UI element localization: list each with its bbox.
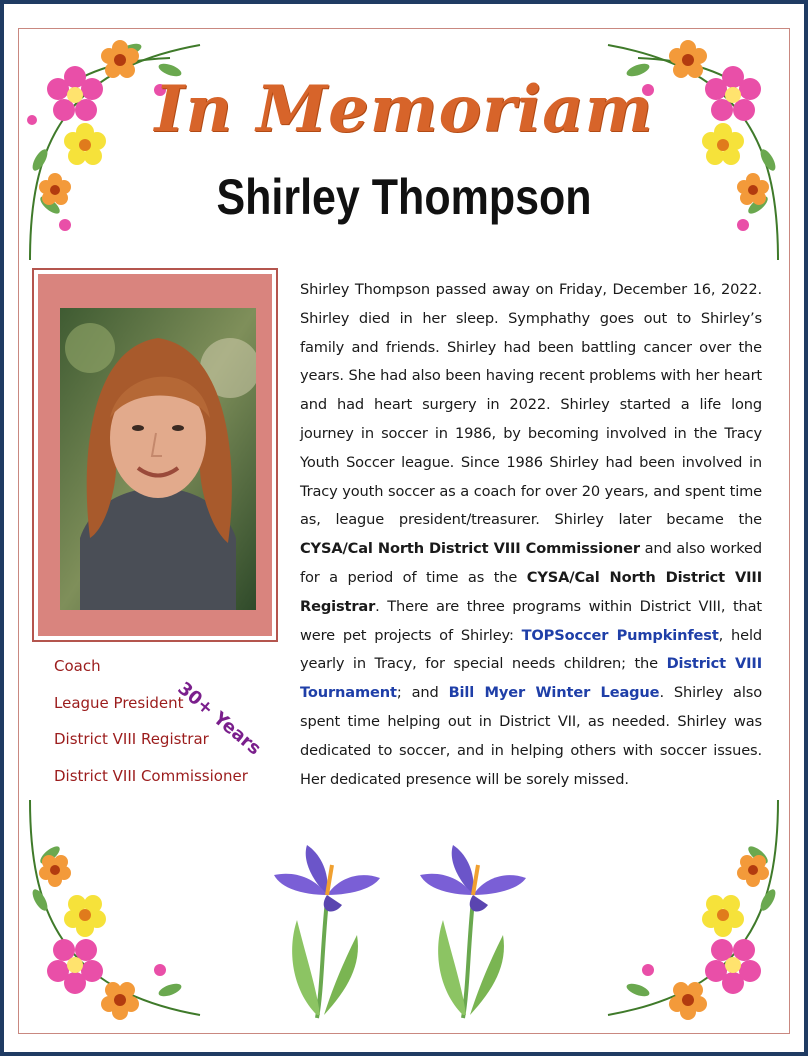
program-name: Bill Myer Winter League [448,684,660,702]
role-item: League President [54,693,184,712]
years-badge: 30+ Years [173,678,265,760]
flower-corner-icon [20,30,210,270]
photo-mat [38,274,272,636]
role-item: District VIII Registrar [54,730,209,748]
bio-text: , held yearly in Tracy, for special needs children; the [300,626,762,673]
bio-text: . Shirley also spent time helping out in District VII, as needed. Shirley was dedicated to soccer, and in helping others with soccer issues. Her dedicated presence will be sorely missed. [300,684,762,788]
bio-text: ; and [396,684,449,702]
flower-corner-icon [20,790,210,1030]
biography-text [300,276,762,794]
bio-bold: CYSA/Cal North District VIII Commissioner [300,540,640,558]
photo-frame [32,268,278,642]
bio-text: . There are three programs within District VIII, that were pet projects of Shirley: [300,597,762,644]
flower-corner-icon [598,30,788,270]
role-item: District VIII Commissioner [54,766,248,785]
program-name: TOPSoccer Pumpkinfest [521,626,719,644]
person-name: Shirley Thompson [216,169,592,225]
bio-text: and also worked for a period of time as the [300,540,762,586]
bio-text: Shirley Thompson passed away on Friday, December 16, 2022. Shirley died in her sleep. Symphathy goes out to Shirley’s family and friends. Shirley had been battling cancer over the years. She had also been having recent problems with her heart and had heart surgery in 2022. Shirley started a life long journey in soccer in 1986, by becoming involved in the Tracy Youth Soccer league. Since 1986 Shirley had been involved in Tracy youth soccer as a coach for over 20 years, and spent time as, league president/treasurer. Shirley later became the [300,281,762,529]
bio-bold: CYSA/Cal North District VIII Registrar [300,568,762,615]
iris-flower-icon [418,840,528,1020]
portrait-photo [60,308,256,610]
flower-corner-icon [598,790,788,1030]
iris-flower-icon [272,840,382,1020]
page-title: In Memoriam [154,72,654,147]
program-name: District VIII Tournament [300,655,762,702]
role-item: Coach [54,657,101,675]
